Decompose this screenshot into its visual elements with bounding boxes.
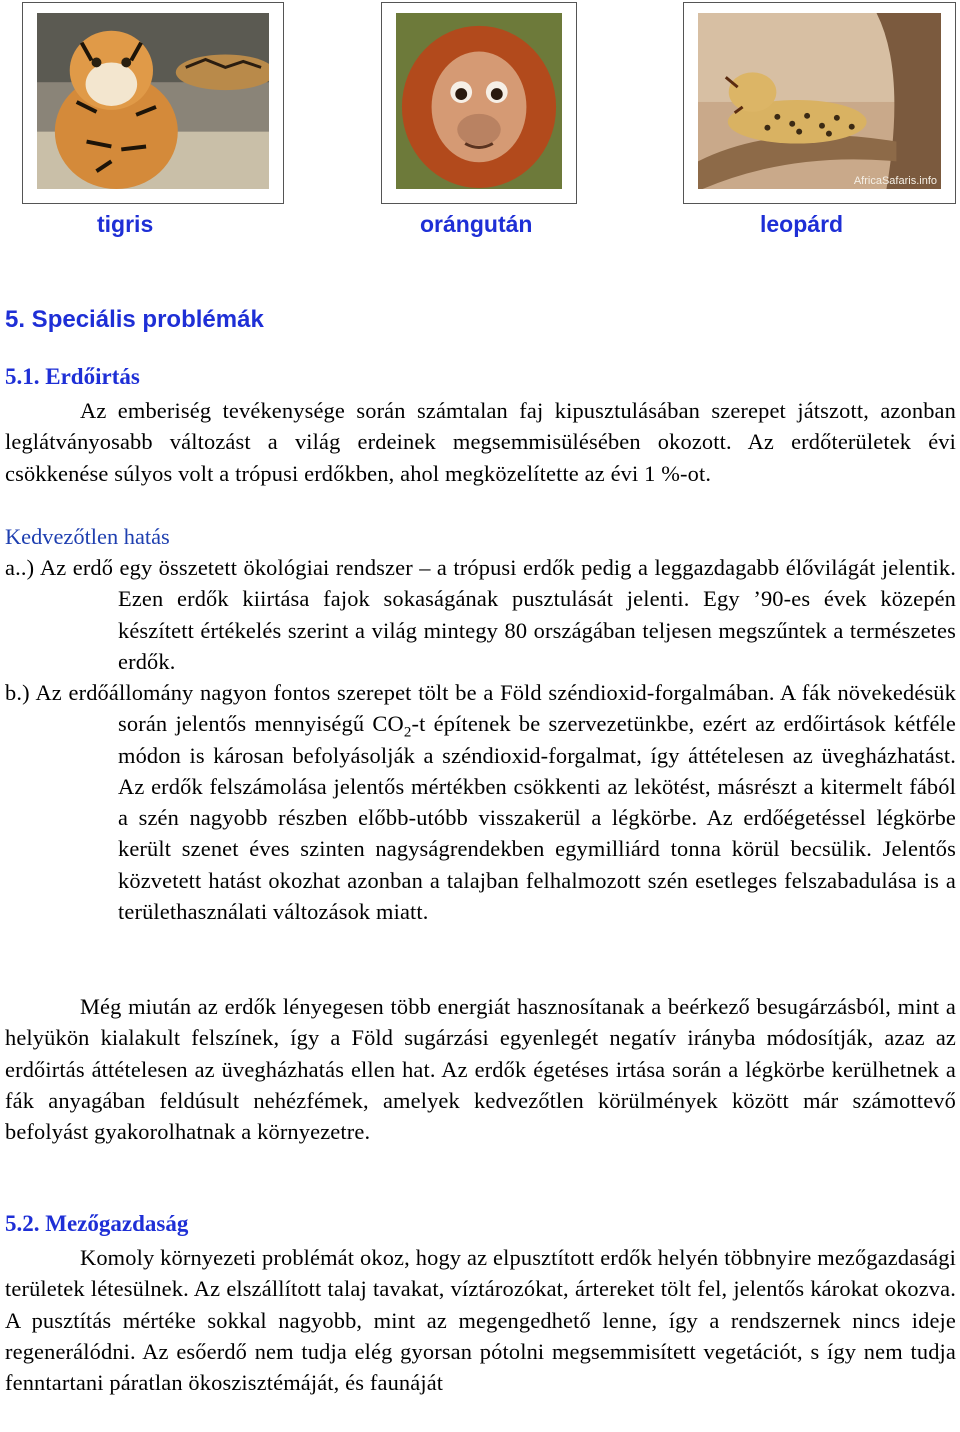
list-item-a-marker: a..) [5, 555, 35, 580]
tiger-photo-frame [22, 2, 284, 204]
tiger-caption: tigris [97, 211, 154, 237]
section-5-2-title: 5.2. Mezőgazdaság [5, 1211, 189, 1236]
list-item-b [5, 677, 956, 927]
co2-subscript: 2 [403, 724, 412, 741]
tiger-photo [37, 13, 269, 189]
orangutan-photo [396, 13, 562, 189]
effects-label: Kedvezőtlen hatás [5, 524, 170, 549]
list-item-b-text-2: -t építenek be szervezetünkbe, ezért az erdőirtások kétféle módon is károsan befolyásolják a széndioxid-forgalmat, így áttételesen az üvegházhatást. Az erdők felszámolása jelentős mértékben csökkenti az lekötést, másrészt a kitermelt fából a szén nagyobb részben előbb-utóbb visszakerül a légkörbe. Az erdőégetéssel légkörbe került szenet éves szinten nagyságrendekben egymilliárd tonna körül becsülik. Jelentős közvetett hatást okozhat azonban a talajban felhalmozott szén esetleges felszabadulása is a területhasználati változások miatt. [118, 711, 956, 925]
leopard-photo-frame [683, 2, 956, 204]
section-5-1-title: 5.1. Erdőirtás [5, 364, 140, 389]
list-item-b-marker: b.) [5, 680, 30, 705]
list-item-a [5, 552, 956, 677]
list-item-a-text: Az erdő egy összetett ökológiai rendszer – a trópusi erdők pedig a leggazdagabb élővilágát jelentik. Ezen erdők kiirtása fajok sokaságának pusztulását jelenti. Egy ’90-es évek közepén készített értékelés szerint a világ mintegy 80 országában teljesen megszűntek a természetes erdők. [39, 555, 956, 674]
leopard-photo [698, 13, 941, 189]
section-5-title: 5. Speciális problémák [5, 306, 264, 333]
section-5-1-closing: Még miután az erdők lényegesen több energiát hasznosítanak a beérkező besugárzásból, mint a helyükön kialakult felszínek, így a Föld sugárzási egyenlegét negatív irányba módosítják, azaz az erdőirtás áttételesen az üvegházhatás ellen hat. Az erdők égetéses irtása során a légkörbe kerülhetnek a fák anyagában feldúsult nehézfémek, amelyek kedvezőtlen körülmények között már számottevő befolyást gyakorolhatnak a környezetre. [5, 994, 956, 1145]
leopard-caption: leopárd [760, 211, 844, 237]
orangutan-caption: orángután [420, 211, 533, 237]
list-item-b-text-1: Az erdőállomány nagyon fontos szerepet tölt be a Föld széndioxid-forgalmában. A fák növekedésük során jelentős mennyiségű CO [35, 680, 956, 737]
orangutan-photo-frame [381, 2, 577, 204]
section-5-2-body: Komoly környezeti problémát okoz, hogy az elpusztított erdők helyén többnyire mezőgazdasági területek létesülnek. Az elszállított talaj tavakat, víztározókat, ártereket tölt fel, jelentős károkat okozva. A pusztítás mértéke sokkal nagyobb, mint az megengedhető lenne, így a rendszernek nincs ideje regenerálódni. Az esőerdő nem tudja elég gyorsan pótolni megsemmisített vegetációt, s így nem tudja fenntartani páratlan ökoszisztémáját, és faunáját [5, 1245, 956, 1396]
leopard-watermark: AfricaSafaris.info [853, 175, 937, 187]
section-5-1-intro: Az emberiség tevékenysége során számtalan faj kipusztulásában szerepet játszott, azonban leglátványosabb változást a világ erdeinek megsemmisülésében okozott. Az erdőterületek évi csökkenése súlyos volt a trópusi erdőkben, ahol megközelítette az évi 1 %-ot. [5, 398, 956, 486]
